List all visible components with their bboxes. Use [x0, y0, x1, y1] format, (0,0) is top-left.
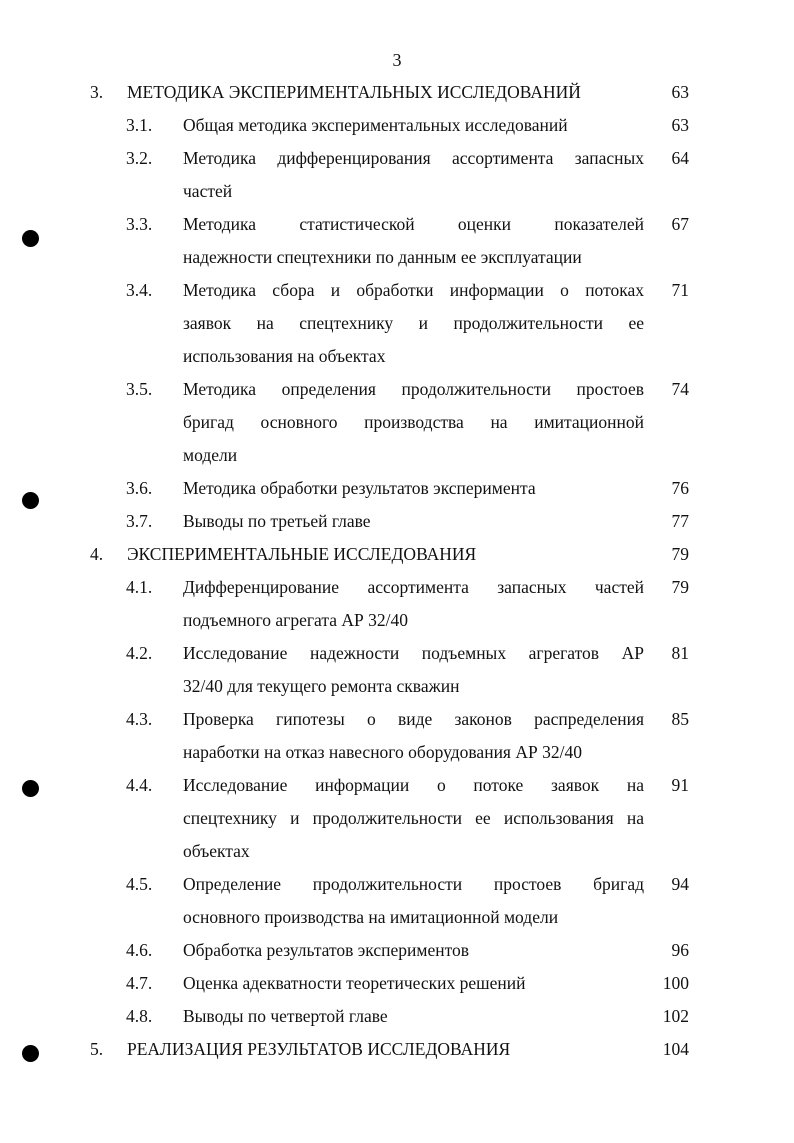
toc-page-number: 74: [671, 379, 689, 399]
toc-section: [0, 208, 794, 274]
toc-title-line: Оценка адекватности теоретических решений: [183, 973, 526, 993]
toc-title-line: ЭКСПЕРИМЕНТАЛЬНЫЕ ИССЛЕДОВАНИЯ: [127, 544, 477, 564]
toc-title-line: объектах: [183, 841, 250, 861]
toc-section: [0, 637, 794, 703]
toc-title-line: Методика определения продолжительности простоев: [183, 379, 644, 399]
toc-entry-number: 4.4.: [126, 775, 153, 795]
toc-entry-title: [183, 274, 644, 373]
toc-section: [0, 769, 794, 868]
toc-title-line: Проверка гипотезы о виде законов распределения: [183, 709, 644, 729]
toc-title-line: Исследование информации о потоке заявок на: [183, 775, 644, 795]
toc-entry-title: [183, 868, 644, 934]
toc-page-number: 79: [671, 577, 689, 597]
toc-entry-title: [183, 142, 644, 208]
toc-page-number: 96: [671, 940, 689, 960]
toc-entry-number: 3.4.: [126, 280, 153, 300]
toc-title-line: основного производства на имитационной модели: [183, 907, 559, 927]
toc-entry-title: [183, 637, 644, 703]
toc-entry-title: [183, 769, 644, 868]
toc-section: [0, 967, 794, 1000]
toc-chapter: [0, 76, 794, 109]
toc-title-line: частей: [183, 181, 233, 201]
toc-section: [0, 373, 794, 472]
toc-page-number: 94: [671, 874, 689, 894]
toc-title-line: Общая методика экспериментальных исследований: [183, 115, 568, 135]
toc-page-number: 63: [671, 82, 689, 102]
toc-title-line: подъемного агрегата АР 32/40: [183, 610, 408, 630]
toc-title-line: наработки на отказ навесного оборудования АР 32/40: [183, 742, 582, 762]
toc-entry-number: 3.7.: [126, 511, 153, 531]
toc-title-line: Выводы по четвертой главе: [183, 1006, 388, 1026]
toc-page-number: 81: [671, 643, 689, 663]
toc-title-line: Методика обработки результатов эксперимента: [183, 478, 536, 498]
toc-page-number: 63: [671, 115, 689, 135]
toc-title-line: надежности спецтехники по данным ее эксплуатации: [183, 247, 582, 267]
toc-page-number: 64: [671, 148, 689, 168]
toc-section: [0, 703, 794, 769]
page-number: 3: [392, 50, 402, 70]
toc-entry-title: [183, 703, 644, 769]
toc-entry-title: [183, 967, 644, 1000]
toc-section: [0, 142, 794, 208]
toc-entry-title: [183, 934, 644, 967]
toc-page-number: 79: [671, 544, 689, 564]
toc-page-number: 104: [662, 1039, 689, 1059]
toc-entry-number: 4.6.: [126, 940, 153, 960]
toc-entry-title: [127, 538, 647, 571]
toc-entry-title: [183, 571, 644, 637]
toc-title-line: Методика дифференцирования ассортимента запасных: [183, 148, 644, 168]
toc-page-number: 85: [671, 709, 689, 729]
toc-title-line: Методика статистической оценки показателей: [183, 214, 644, 234]
toc-entry-number: 3.2.: [126, 148, 153, 168]
toc-entry-number: 4.3.: [126, 709, 153, 729]
toc-title-line: спецтехнику и продолжительности ее использования на: [183, 808, 644, 828]
toc-entry-number: 3.: [90, 82, 104, 102]
toc-entry-number: 3.1.: [126, 115, 153, 135]
toc-section: [0, 868, 794, 934]
toc-entry-title: [127, 76, 647, 109]
toc-entry-title: [183, 1000, 644, 1033]
toc-entry-number: 3.5.: [126, 379, 153, 399]
toc-entry-number: 5.: [90, 1039, 104, 1059]
toc-page-number: 100: [662, 973, 689, 993]
toc-section: [0, 274, 794, 373]
toc-title-line: Определение продолжительности простоев бригад: [183, 874, 644, 894]
toc-entry-number: 4.8.: [126, 1006, 153, 1026]
toc-title-line: Исследование надежности подъемных агрегатов АР: [183, 643, 644, 663]
toc-entry-title: [183, 472, 644, 505]
toc-section: [0, 505, 794, 538]
toc-page-number: 67: [671, 214, 689, 234]
toc-entry-number: 4.1.: [126, 577, 153, 597]
toc-title-line: Методика сбора и обработки информации о потоках: [183, 280, 644, 300]
toc-title-line: Выводы по третьей главе: [183, 511, 371, 531]
toc-entry-number: 4.5.: [126, 874, 153, 894]
toc-entry-title: [127, 1033, 647, 1066]
toc-section: [0, 1000, 794, 1033]
toc-title-line: использования на объектах: [183, 346, 386, 366]
toc-page-number: 71: [671, 280, 689, 300]
toc-title-line: 32/40 для текущего ремонта скважин: [183, 676, 460, 696]
toc-entry-title: [183, 208, 644, 274]
toc-section: [0, 472, 794, 505]
toc-page-number: 76: [671, 478, 689, 498]
toc-entry-number: 3.3.: [126, 214, 153, 234]
toc-section: [0, 934, 794, 967]
toc-entry-title: [183, 373, 644, 472]
toc-entry-title: [183, 505, 644, 538]
toc-title-line: МЕТОДИКА ЭКСПЕРИМЕНТАЛЬНЫХ ИССЛЕДОВАНИЙ: [127, 82, 581, 102]
toc-title-line: заявок на спецтехнику и продолжительности ее: [183, 313, 644, 333]
toc-title-line: РЕАЛИЗАЦИЯ РЕЗУЛЬТАТОВ ИССЛЕДОВАНИЯ: [127, 1039, 511, 1059]
toc-title-line: Обработка результатов экспериментов: [183, 940, 470, 960]
toc-page-number: 91: [671, 775, 689, 795]
toc-section: [0, 109, 794, 142]
toc-title-line: модели: [183, 445, 238, 465]
toc-entry-number: 4.: [90, 544, 104, 564]
toc-entry-number: 3.6.: [126, 478, 153, 498]
toc-section: [0, 571, 794, 637]
toc-title-line: бригад основного производства на имитационной: [183, 412, 644, 432]
toc-title-line: Дифференцирование ассортимента запасных частей: [183, 577, 644, 597]
toc-page-number: 102: [662, 1006, 689, 1026]
toc-entry-title: [183, 109, 644, 142]
toc-entry-number: 4.2.: [126, 643, 153, 663]
toc-chapter: [0, 538, 794, 571]
toc-page-number: 77: [671, 511, 689, 531]
toc-chapter: [0, 1033, 794, 1066]
toc-entry-number: 4.7.: [126, 973, 153, 993]
